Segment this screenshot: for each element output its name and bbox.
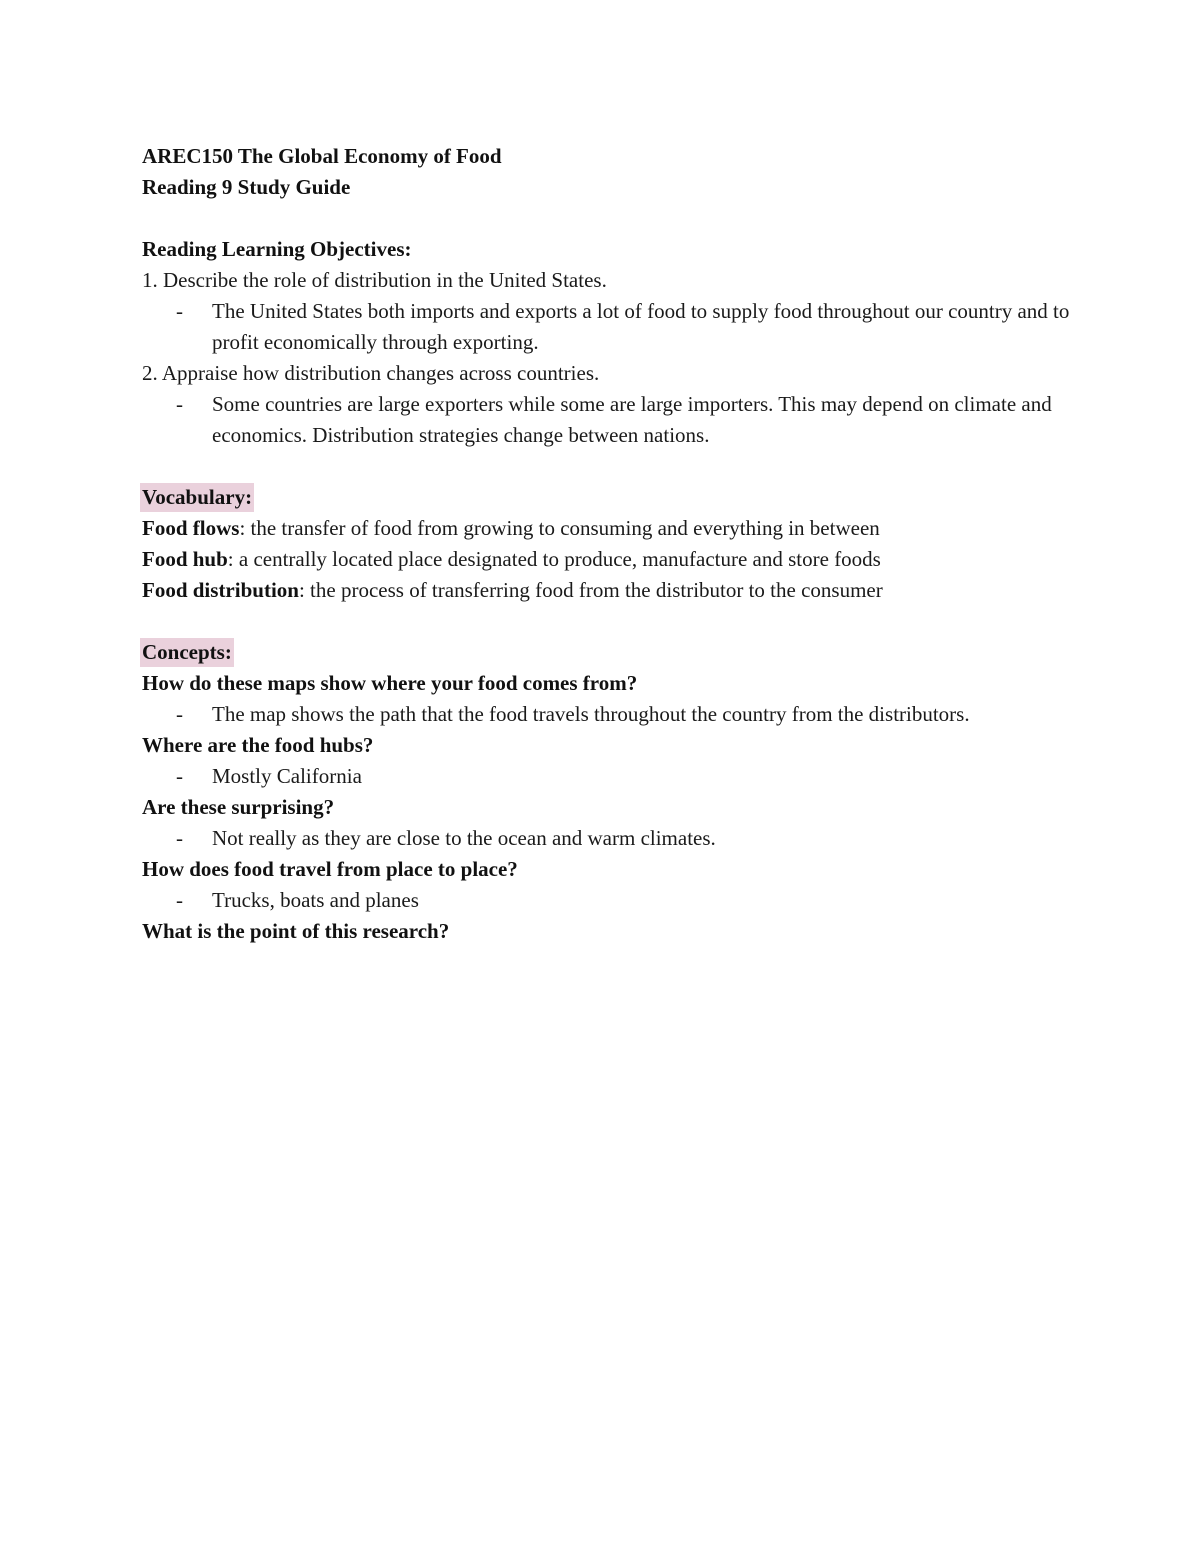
answer-text: Trucks, boats and planes: [212, 888, 419, 912]
dash-bullet: -: [176, 826, 183, 850]
concept-answer: [142, 699, 1072, 730]
document-body: [142, 141, 1072, 947]
vocab-definition: : a centrally located place designated to produce, manufacture and store foods: [227, 547, 881, 571]
vocab-definition: : the transfer of food from growing to consuming and everything in between: [239, 516, 880, 540]
vocab-entry-food-flows: [142, 513, 1072, 544]
document-subtitle: Reading 9 Study Guide: [142, 175, 351, 199]
answer-text: Some countries are large exporters while some are large importers. This may depend on climate and economics. Distribution strategies change between nations.: [212, 392, 1052, 447]
spacer: [142, 203, 1072, 234]
spacer: [142, 606, 1072, 637]
vocab-term: Food hub: [142, 547, 228, 571]
spacer: [142, 451, 1072, 482]
concept-answer: [142, 761, 1072, 792]
dash-bullet: -: [176, 888, 183, 912]
concept-question: How do these maps show where your food comes from?: [142, 671, 638, 695]
vocab-definition: : the process of transferring food from the distributor to the consumer: [298, 578, 883, 602]
objective-2: 2. Appraise how distribution changes across countries.: [142, 361, 600, 385]
answer-text: Mostly California: [212, 764, 362, 788]
dash-bullet: -: [176, 392, 183, 416]
objective-2-answer: [142, 389, 1072, 451]
vocab-entry-food-distribution: [142, 575, 1072, 606]
concepts-heading-line: [142, 637, 1072, 668]
vocab-term: Food flows: [142, 516, 240, 540]
concept-question: Where are the food hubs?: [142, 733, 374, 757]
answer-text: The map shows the path that the food travels throughout the country from the distributors.: [212, 702, 970, 726]
dash-bullet: -: [176, 702, 183, 726]
vocabulary-heading-line: [142, 482, 1072, 513]
concept-answer: [142, 823, 1072, 854]
vocab-term: Food distribution: [142, 578, 299, 602]
concept-answer: [142, 885, 1072, 916]
concept-question: Are these surprising?: [142, 795, 335, 819]
document-title: AREC150 The Global Economy of Food: [142, 144, 502, 168]
answer-text: Not really as they are close to the ocean and warm climates.: [212, 826, 716, 850]
objective-1-answer: [142, 296, 1072, 358]
dash-bullet: -: [176, 299, 183, 323]
objectives-heading: Reading Learning Objectives:: [142, 237, 412, 261]
dash-bullet: -: [176, 764, 183, 788]
concept-question: How does food travel from place to place?: [142, 857, 518, 881]
vocabulary-heading: Vocabulary:: [140, 483, 254, 512]
concept-question: What is the point of this research?: [142, 919, 450, 943]
vocab-entry-food-hub: [142, 544, 1072, 575]
concepts-heading: Concepts:: [140, 638, 234, 667]
objective-1: 1. Describe the role of distribution in the United States.: [142, 268, 607, 292]
answer-text: The United States both imports and exports a lot of food to supply food throughout our country and to profit economically through exporting.: [212, 299, 1070, 354]
